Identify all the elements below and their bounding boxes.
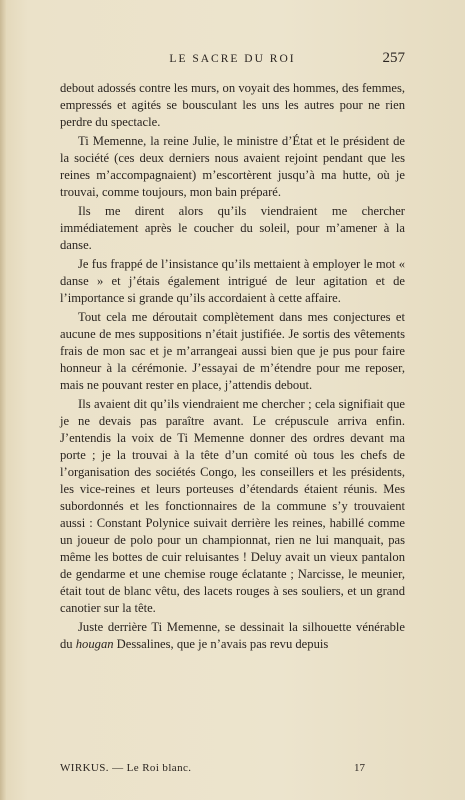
- running-head: [60, 50, 405, 70]
- paragraph-text: Juste derrière Ti Memenne, se dessinait la silhouette vénérable du: [60, 620, 405, 651]
- page-gutter-shadow: [0, 0, 6, 800]
- paragraph: [60, 619, 405, 653]
- page-footer: [60, 762, 405, 778]
- italic-term: hougan: [75, 637, 114, 651]
- signature-number: 17: [354, 762, 365, 774]
- page-body: [60, 80, 405, 653]
- footer-signature: WIRKUS. — Le Roi blanc.: [60, 762, 192, 774]
- page-number: 257: [382, 50, 405, 66]
- running-title: LE SACRE DU ROI: [169, 53, 296, 65]
- paragraph: Ils me dirent alors qu’ils viendraient me chercher immédiatement après le coucher du soleil, pour m’amener à la danse.: [60, 204, 405, 252]
- paragraph: Ils avaient dit qu’ils viendraient me chercher ; cela signifiait que je ne devais pas paraître avant. Le crépuscule arriva enfin. J’entendis la voix de Ti Memenne donner des ordres devant ma porte ; je la trouvai à la tête d’un comité où tous les chefs de l’organisation des sociétés Congo, les conseillers et les présidents, les vice-reines et leurs porteuses d’étendards étaient réunis. Mes subordonnés et les fonctionnaires de la commune s’y trouvaient aussi : Constant Polynice suivait derrière les reines, habillé comme un joueur de polo pour un championnat, rien ne lui manquait, pas même les bottes de cuir reluisantes ! Deluy avait un vieux pantalon de gendarme et une chemise rouge éclatante ; Narcisse, le meunier, était tout de blanc vêtu, des lacets rouges à ses souliers, et un grand canotier sur la tête.: [60, 397, 405, 615]
- paragraph: debout adossés contre les murs, on voyait des hommes, des femmes, empressés et agités se bousculant les uns les autres pour ne rien perdre du spectacle.: [60, 81, 405, 129]
- paragraph: Tout cela me déroutait complètement dans mes conjectures et aucune de mes suppositions n’était justifiée. Je sortis des vêtements frais de mon sac et je m’arrangeai aussi bien que je pus pour faire honneur à la cérémonie. J’essayai de m’étendre pour me reposer, mais ne pouvant rester en place, j’attendis debout.: [60, 310, 405, 392]
- paragraph-text: Dessalines, que je n’avais pas revu depuis: [113, 637, 329, 651]
- paragraph: Ti Memenne, la reine Julie, le ministre d’État et le président de la société (ces deux derniers nous avaient rejoint pendant que les reines m’accompagnaient) m’escortèrent jusqu’à ma hutte, où je trouvai, comme toujours, mon bain préparé.: [60, 134, 405, 199]
- paragraph: Je fus frappé de l’insistance qu’ils mettaient à employer le mot « danse » et j’étais également intrigué de leur agitation et de l’importance si grande qu’ils accordaient à cette affaire.: [60, 257, 405, 305]
